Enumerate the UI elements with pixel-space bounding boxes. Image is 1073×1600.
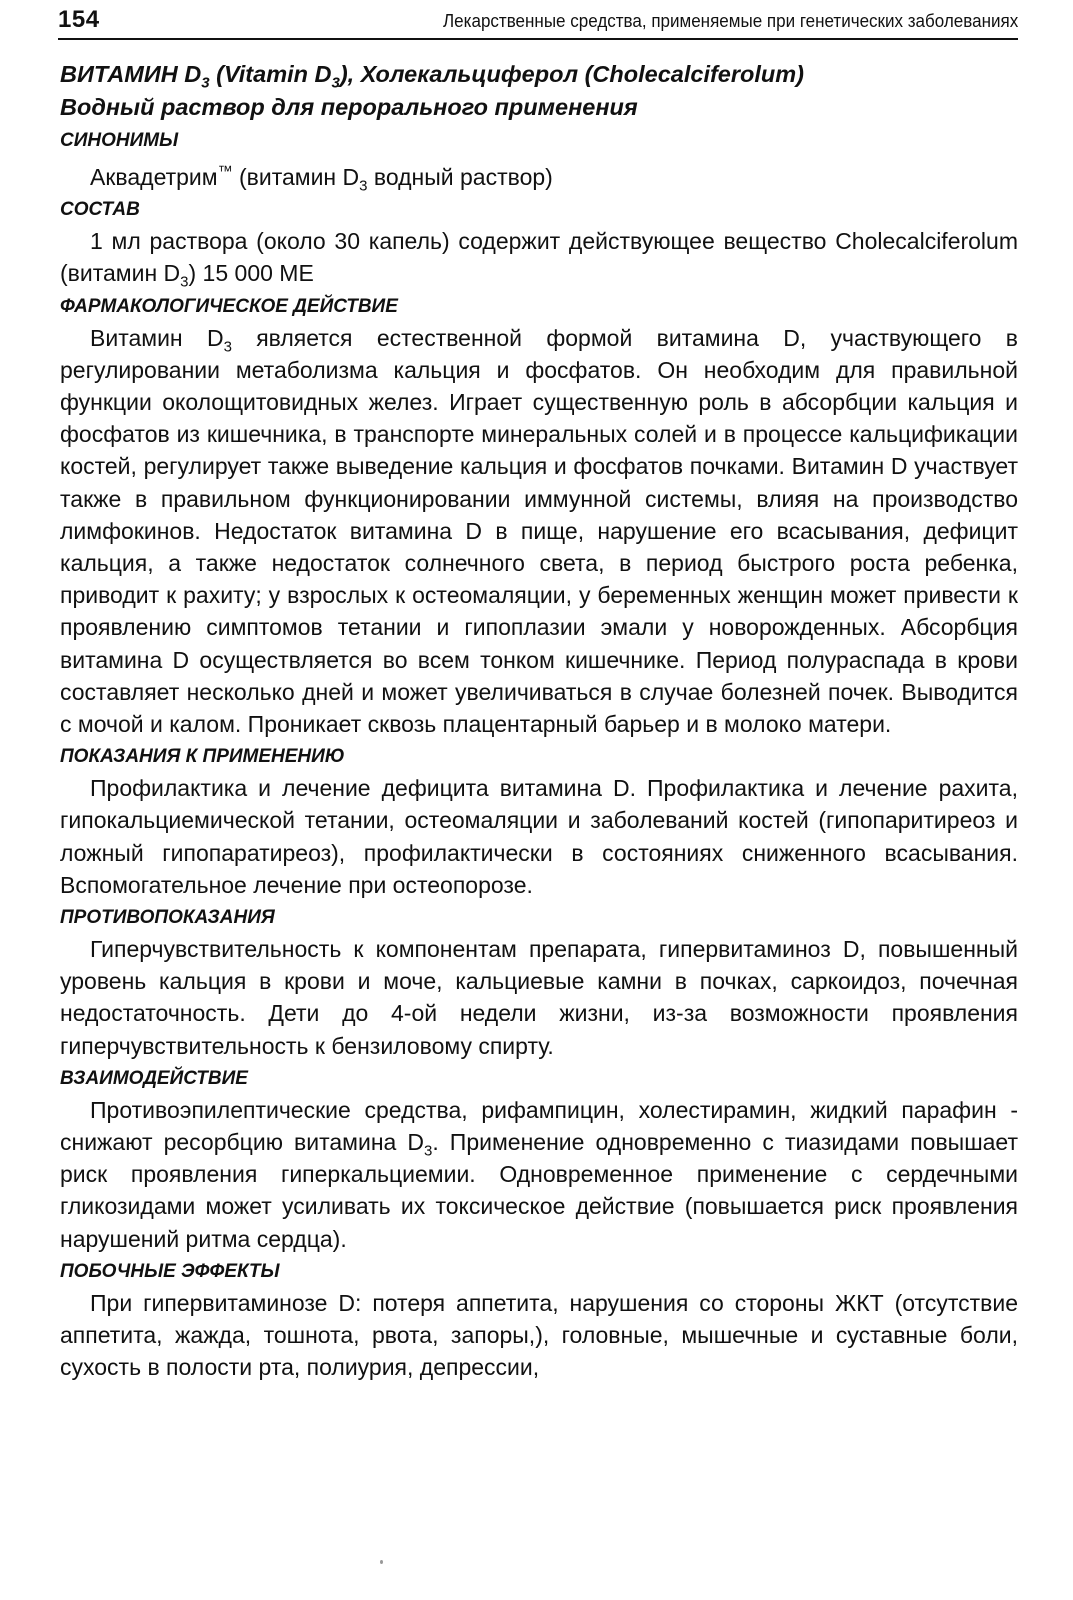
text-run: водный раствор): [367, 164, 553, 190]
section-heading-pharmacology: ФАРМАКОЛОГИЧЕСКОЕ ДЕЙСТВИЕ: [60, 295, 398, 317]
title-subscript: 3: [331, 74, 340, 92]
section-heading-interactions: ВЗАИМОДЕЙСТВИЕ: [60, 1067, 248, 1089]
subscript: 3: [359, 177, 368, 195]
title-part: (Vitamin D: [209, 61, 332, 87]
drug-form-title: Водный раствор для перорального применения: [60, 94, 638, 120]
title-subscript: 3: [201, 74, 210, 92]
title-part: ВИТАМИН D: [60, 61, 202, 87]
trademark-icon: ™: [217, 163, 233, 180]
section-text-interactions: [60, 1094, 1018, 1255]
subscript: 3: [223, 338, 232, 356]
subscript: 3: [424, 1142, 433, 1160]
section-text-side-effects: При гипервитаминозе D: потеря аппетита, нарушения со стороны ЖКТ (отсутствие аппетита, жажда, тошнота, рвота, запоры,), головные, мышечные и суставные боли, сухость в полости рта, полиурия, депрессии,: [60, 1289, 1018, 1381]
section-heading-synonyms: СИНОНИМЫ: [60, 130, 179, 151]
subscript: 3: [180, 274, 189, 291]
drug-title: [60, 58, 1018, 91]
text-run: является естественной формой витамина D, участвующего в регулировании метаболизма кальция и фосфатов. Он необходим для правильной функции околощитовидных желез. Играет существенную роль в абсорбции кальция и фосфатов из кишечника, в транспорте минеральных солей и в процессе кальцификации костей, регулирует также выведение кальция и фосфатов почками. Витамин D участвует также в правильном функционировании иммунной системы, влияя на производство лимфокинов. Недостаток витамина D в пище, нарушение его всасывания, дефицит кальция, а также недостаток солнечного света, в период быстрого роста ребенка, приводит к рахиту; у взрослых к остеомаляции, у беременных женщин может привести к проявлению симптомов тетании и гипоплазии эмали у новорожденных. Абсорбция витамина D осуществляется во всем тонком кишечнике. Период полураспада в крови составляет несколько дней и может увеличиваться в случае болезней почек. Выводится с мочой и калом. Проникает сквозь плацентарный барьер и в молоко матери.: [60, 324, 1018, 738]
document-page: [58, 0, 1018, 1600]
section-heading-indications: ПОКАЗАНИЯ К ПРИМЕНЕНИЮ: [60, 746, 345, 768]
text-run: . Применение одновременно с тиазидами повышает риск проявления гиперкальциемии. Одновременное применение с сердечными гликозидами может усиливать их токсическое действие (повышается риск проявления нарушений ритма сердца).: [60, 1129, 1018, 1252]
text-run: Аквадетрим: [90, 164, 218, 190]
text-run: 1 мл раствора (около 30 капель) содержит действующее вещество Cholecalciferolum (витамин D: [60, 228, 1018, 287]
text-run: Противоэпилептические средства, рифампицин, холестирамин, жидкий парафин - снижают ресорбцию витамина D: [60, 1096, 1018, 1156]
section-heading-contraindications: ПРОТИВОПОКАЗАНИЯ: [60, 907, 275, 929]
page-header: [58, 4, 1018, 40]
article: [60, 58, 1018, 1384]
section-heading-side-effects: ПОБОЧНЫЕ ЭФФЕКТЫ: [60, 1260, 280, 1282]
section-text-contraindications: Гиперчувствительность к компонентам препарата, гипервитаминоз D, повышенный уровень кальция в крови и моче, кальциевые камни в почках, саркоидоз, почечная недостаточность. Дети до 4-ой недели жизни, из-за возможности проявления гиперчувствительность к бензиловому спирту.: [60, 936, 1018, 1059]
page-number: 154: [58, 6, 100, 33]
text-run: (витамин D: [232, 164, 360, 190]
section-heading-composition: СОСТАВ: [60, 199, 140, 221]
section-text-indications: Профилактика и лечение дефицита витамина D. Профилактика и лечение рахита, гипокальциемической тетании, остеомаляции и заболеваний костей (гипопаритиреоз и ложный гипопаратиреоз), профилактически в состояниях сниженного всасывания. Вспомогательное лечение при остеопорозе.: [60, 775, 1018, 898]
text-run: Витамин D: [90, 324, 224, 351]
text-run: ) 15 000 МЕ: [188, 260, 314, 287]
running-title: Лекарственные средства, применяемые при генетических заболеваниях: [442, 10, 1018, 31]
title-part: ), Холекальциферол (Cholecalciferolum): [339, 61, 804, 87]
section-text-synonyms: [60, 156, 1018, 193]
section-text-pharmacology: [60, 322, 1018, 741]
scan-speck: [380, 1560, 383, 1564]
section-text-composition: [60, 225, 1018, 289]
